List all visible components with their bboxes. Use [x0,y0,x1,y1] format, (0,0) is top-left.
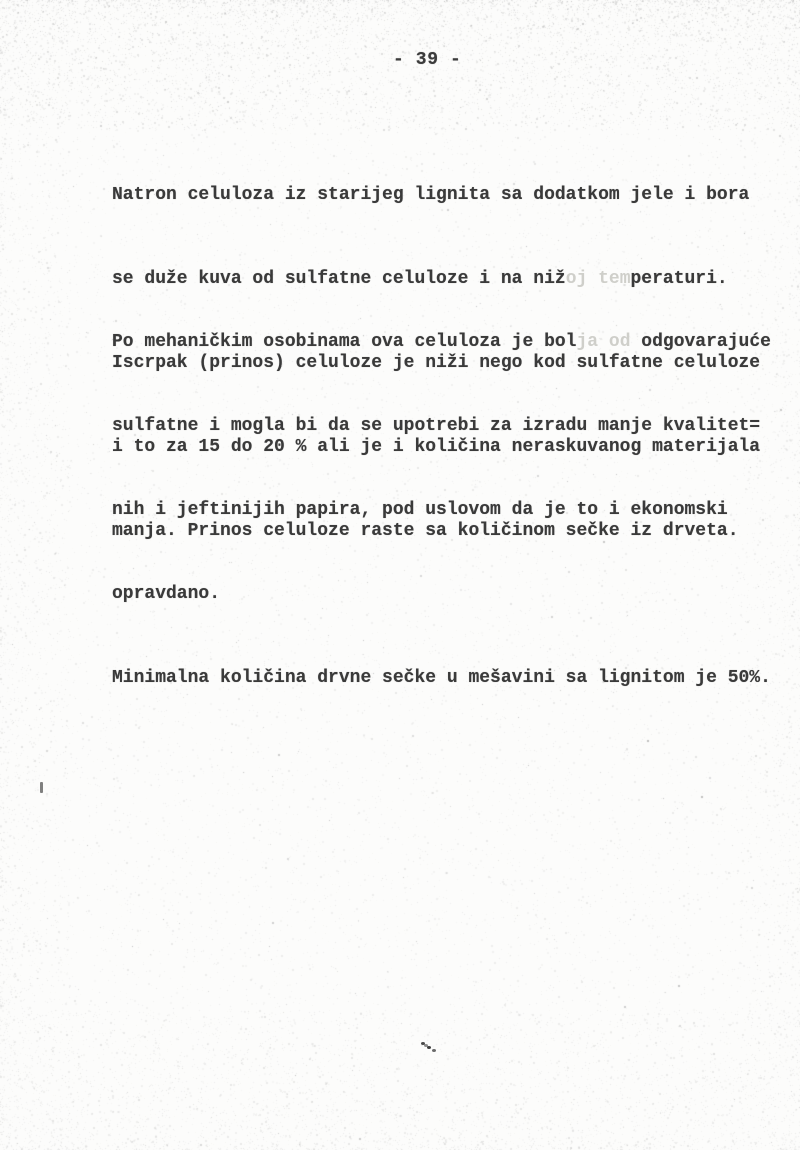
ink-speck [40,782,43,793]
text-segment: peraturi. [630,269,728,289]
text-segment: Po mehaničkim osobinama ova celuloza je bol [112,332,577,352]
ink-speck [421,1042,425,1045]
text-segment: se duže kuva od sulfatne celuloze i na niž [112,269,566,289]
text-line [112,328,784,356]
paragraph-2 [112,272,784,748]
text-segment: odgovarajuće [630,332,771,352]
faded-text-segment: oj tem [565,269,631,289]
text-line: nih i jeftinijih papira, pod uslovom da je to i ekonomski [112,500,728,520]
text-line: Natron celuloza iz starijeg lignita sa dodatkom jele i bora [112,185,750,205]
faded-text-segment: ja od [576,332,631,352]
text-line: Minimalna količina drvne sečke u mešavini sa lignitom je 50%. [112,668,771,688]
text-line: manja. Prinos celuloze raste sa količinom sečke iz drveta. [112,521,739,541]
page-number: - 39 - [393,50,462,70]
text-line: i to za 15 do 20 % ali je i količina neraskuvanog materijala [112,437,761,457]
text-line: opravdano. [112,584,221,604]
text-line: Iscrpak (prinos) celuloze je niži nego kod sulfatne celuloze [112,353,761,373]
text-line: sulfatne i mogla bi da se upotrebi za izradu manje kvalitet= [112,416,761,436]
